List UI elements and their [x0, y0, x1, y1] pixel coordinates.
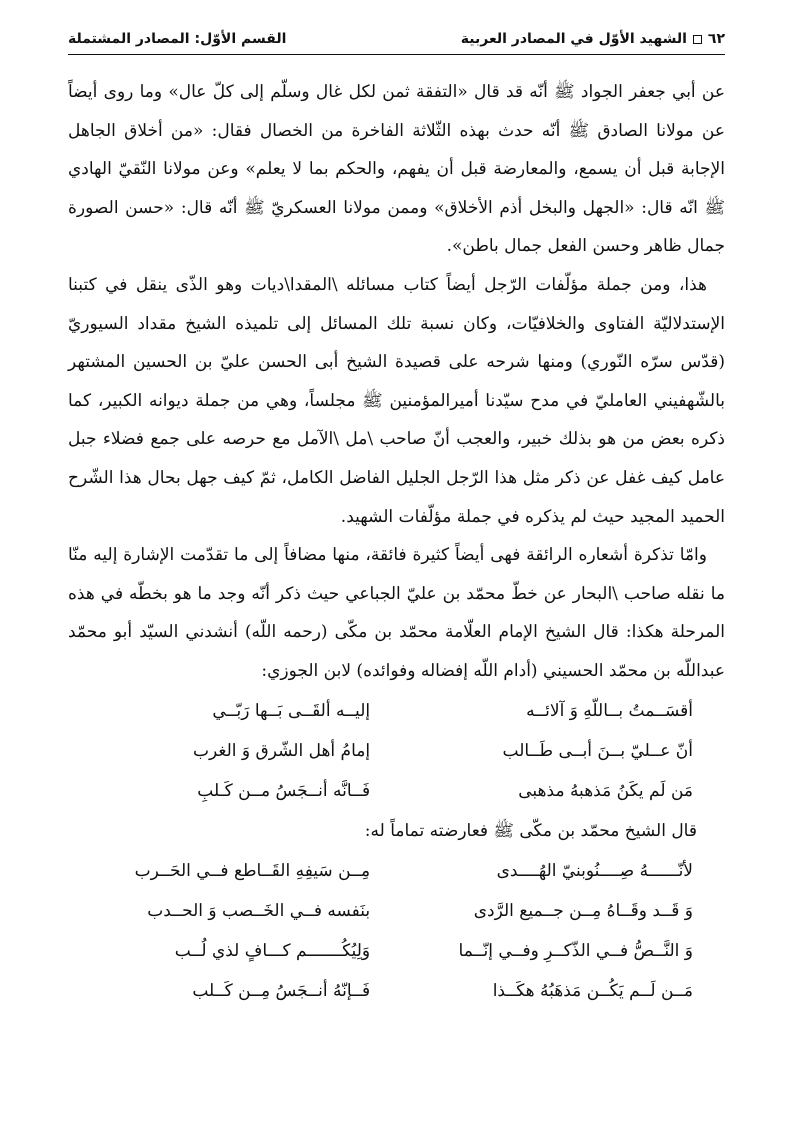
verse-first-hemistich: لأنّــــــهُ صِــــنُوبنيّ الهُــــدى [496, 860, 693, 881]
verse-first-hemistich: وَ النَّــصُّ فــي الذّكــرِ وفــي إنّــما [458, 940, 693, 961]
poem-verse [68, 731, 725, 771]
poem-verse [68, 771, 725, 811]
verse-second-hemistich: بنَفسه فــي الخَــصب وَ الحــدب [147, 900, 371, 921]
verse-first-hemistich: وَ قَــد وقَــاهُ مِــن جــميع الرَّدى [473, 900, 693, 921]
running-title-right: الشهيد الأوّل في المصادر العربية [460, 31, 687, 47]
book-page [68, 28, 725, 1108]
verse-first-hemistich: أقسَــمتُ بــاللّهِ وَ آلائــه [526, 700, 693, 721]
verse-second-hemistich: فَــانَّه أنــجَسُ مــن كَـلبِ [197, 780, 371, 801]
header-right-group [461, 28, 725, 50]
page-number: ٦٢ [707, 31, 725, 47]
running-title-left: القسم الأوّل: المصادر المشتملة [68, 31, 287, 47]
poem-verse [68, 931, 725, 971]
paragraph-3: وامّا تذكرة أشعاره الرائقة فهى أيضاً كثيرة فائقة، منها مضافاً إلى ما تقدّمت الإشارة إليه منّا ما نقله صاحب \البحار عن خطّ محمّد بن عليّ الجباعي حيث ذكر أنّه وجد ما هو بخطّه في هذه المرحلة هكذا: قال الشيخ الإمام العلّامة محمّد بن مكّى (رحمه اللّه) أنشدني السيّد أبو محمّد عبداللّه بن محمّد الحسيني (أدام اللّه إفضاله وفوائده) لابن الجوزي: [68, 545, 725, 681]
square-box-icon [693, 35, 702, 44]
verse-second-hemistich: إليــه ألقَــى بَــها رَبّــي [212, 700, 371, 721]
verse-second-hemistich: فَــإنّهُ أنــجَسُ مِــن كَــلب [192, 980, 371, 1001]
verse-second-hemistich: وَلِيُكُـــــــم كـــافٍ لذي لُــب [174, 940, 371, 961]
poem-verse [68, 971, 725, 1011]
paragraph-2: هذا، ومن جملة مؤلّفات الرّجل أيضاً كتاب مسائله \المقدا\ديات وهو الذّى ينقل في كتبنا الإستدلاليّة الفتاوى والخلافيّات، وكان نسبة تلك المسائل إلى تلميذه الشيخ مقداد السيوريّ (قدّس سرّه النّوري) ومنها شرحه على قصيدة الشيخ أبى الحسن عليّ بن الحسين المشتهر بالشّهفيني العامليّ في مدح سيّدنا أميرالمؤمنين ﷺ مجلساً، وهي من جملة ديوانه الكبير، كما ذكره بعض من هو بذلك خبير، والعجب أنّ صاحب \مل \الآمل مع حرصه على جمع فضلاء جبل عامل كيف غفل عن ذكر مثل هذا الرّجل الجليل الفاضل الكامل، ثمّ كيف جهل بحال هذا الشّرح الحميد المجيد حيث لم يذكره في جملة مؤلّفات الشهيد. [68, 274, 725, 527]
poem-verse [68, 691, 725, 731]
verse-first-hemistich: مَن لَم يكَنُ مَذهبهُ مذهبى [518, 780, 693, 801]
verse-second-hemistich: إمامُ أهل الشّرق وَ الغرب [193, 740, 371, 761]
verse-second-hemistich: مِــن سَيفِهِ القَــاطع فــي الحَــرب [134, 860, 371, 881]
body-text [68, 73, 725, 691]
running-header [68, 28, 725, 55]
poem-ibn-aljawzi [68, 691, 725, 811]
verse-first-hemistich: أنّ عــليّ بــنَ أبــى طَــالب [502, 740, 693, 761]
paragraph-1: عن أبي جعفر الجواد ﷺ أنّه قد قال «التفقة ثمن لكل غال وسلّم إلى كلّ عال» وما روى أيضاً عن مولانا الصادق ﷺ أنّه حدث بهذه الثّلاثة الفاخرة من الخصال فقال: «من أخلاق الجاهل الإجابة قبل أن يسمع، والمعارضة قبل أن يفهم، والحكم بما لا يعلم» وعن مولانا النّقيّ الهادي ﷺ انّه قال: «الجهل والبخل أذم الأخلاق» وممن مولانا العسكريّ ﷺ أنّه قال: «حسن الصورة جمال ظاهر وحسن الفعل جمال باطن». [68, 82, 725, 257]
poem-intro: قال الشيخ محمّد بن مكّى ﷺ فعارضته تماماً له: [364, 820, 697, 841]
poem-verse [68, 851, 725, 891]
poem-verse [68, 891, 725, 931]
poem-response [68, 851, 725, 1011]
verse-first-hemistich: مَــن لَــم يَكُــن مَذهَبُهُ هكَــذا [492, 980, 693, 1001]
